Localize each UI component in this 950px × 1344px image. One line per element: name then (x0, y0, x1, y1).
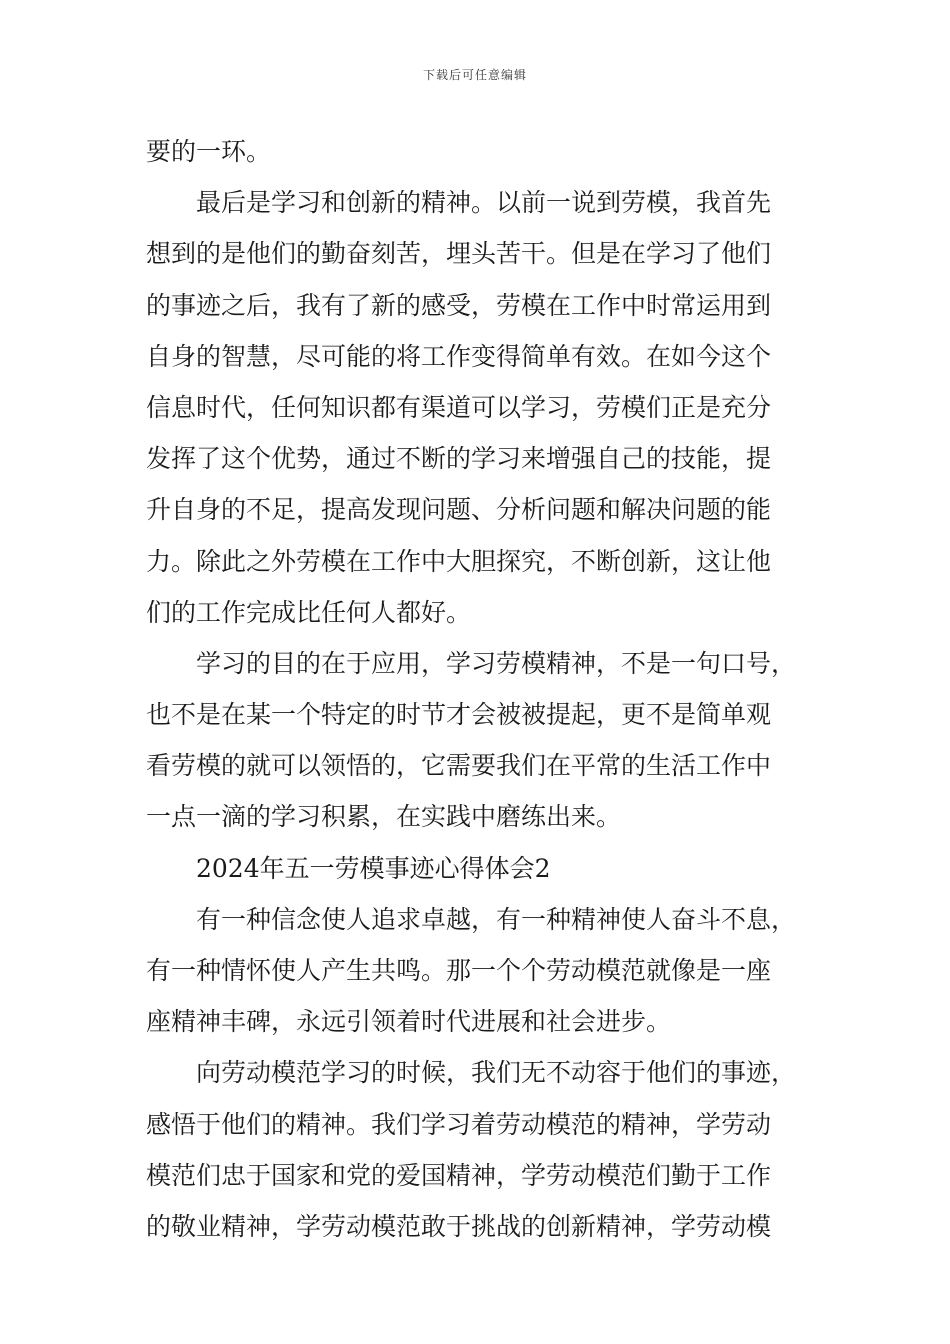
text-line: 也不是在某一个特定的时节才会被被提起，更不是简单观 (146, 700, 772, 730)
text-line: 发挥了这个优势，通过不断的学习来增强自己的技能，提 (146, 444, 772, 474)
text-line: 要的一环。 (146, 137, 272, 166)
text-line: 2024年五一劳模事迹心得体会2 (196, 853, 551, 883)
text-line: 的敬业精神，学劳动模范敢于挑战的创新精神，学劳动模 (146, 1211, 772, 1241)
text-line: 想到的是他们的勤奋刻苦，埋头苦干。但是在学习了他们 (146, 239, 772, 269)
text-line: 有一种信念使人追求卓越，有一种精神使人奋斗不息， (196, 904, 797, 934)
text-line: 看劳模的就可以领悟的，它需要我们在平常的生活工作中 (146, 751, 772, 781)
text-line: 有一种情怀使人产生共鸣。那一个个劳动模范就像是一座 (146, 956, 772, 985)
page-header: 下载后可任意编辑 (422, 68, 527, 82)
text-line: 模范们忠于国家和党的爱国精神，学劳动模范们勤于工作 (146, 1160, 772, 1190)
text-line: 的事迹之后，我有了新的感受，劳模在工作中时常运用到 (146, 290, 772, 320)
text-line: 们的工作完成比任何人都好。 (146, 597, 472, 627)
document-body (146, 126, 822, 1252)
text-line: 力。除此之外劳模在工作中大胆探究，不断创新，这让他 (146, 546, 772, 576)
text-line: 升自身的不足，提高发现问题、分析问题和解决问题的能 (146, 495, 772, 525)
text-line: 向劳动模范学习的时候，我们无不动容于他们的事迹， (196, 1058, 797, 1088)
text-line: 感悟于他们的精神。我们学习着劳动模范的精神，学劳动 (146, 1109, 772, 1139)
text-line: 最后是学习和创新的精神。以前一说到劳模，我首先 (196, 188, 772, 218)
text-line: 一点一滴的学习积累，在实践中磨练出来。 (146, 802, 622, 832)
text-line: 信息时代，任何知识都有渠道可以学习，劳模们正是充分 (146, 392, 772, 422)
text-line: 学习的目的在于应用，学习劳模精神，不是一句口号， (196, 648, 797, 678)
text-line: 座精神丰碑，永远引领着时代进展和社会进步。 (146, 1007, 672, 1037)
text-line: 自身的智慧，尽可能的将工作变得简单有效。在如今这个 (146, 341, 772, 371)
